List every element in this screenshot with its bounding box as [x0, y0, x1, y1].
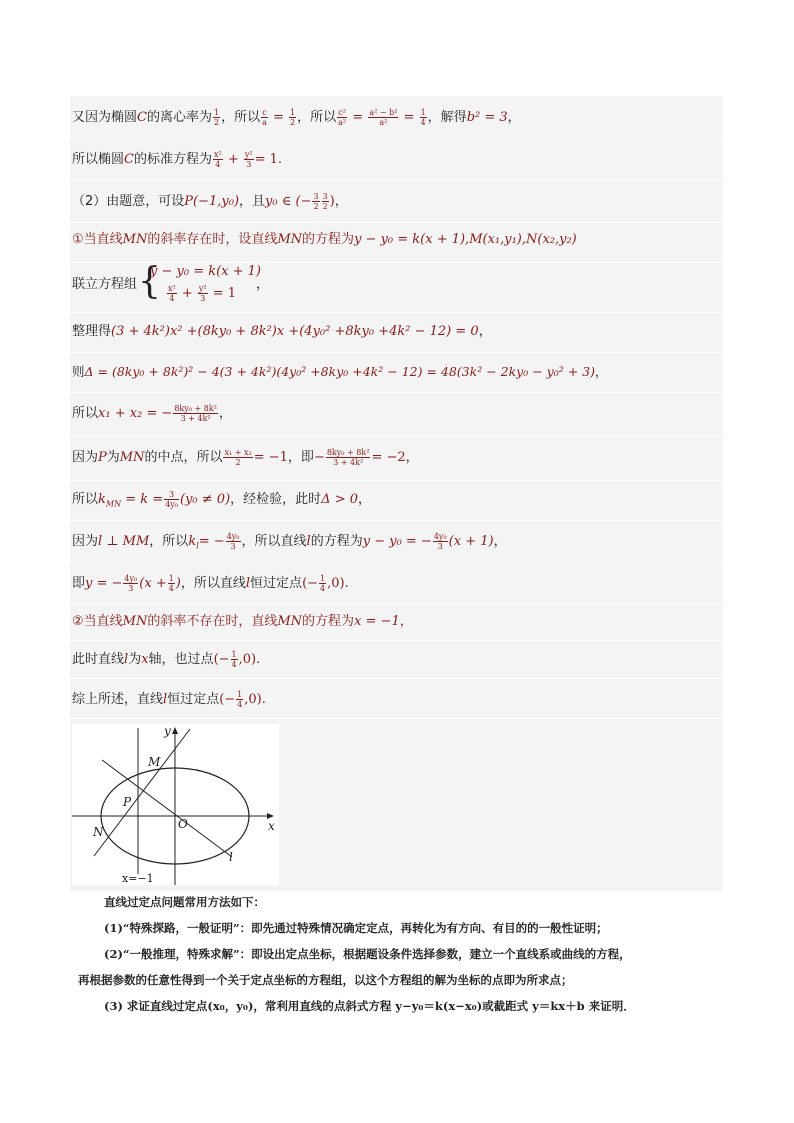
label-y: y — [164, 724, 171, 738]
notes-title: 直线过定点问题常用方法如下： — [104, 895, 265, 909]
divider — [70, 480, 723, 481]
divider — [70, 520, 723, 521]
solution-line-11: 因为l ⊥ MM，所以$k_l=$ − $\frac{\text{4y₀}}{3}$ ，所以直线l的方程为y − y₀ = − $\frac{\text{4y₀}}{3}$ (x + 1)， — [72, 532, 507, 551]
label-n: N — [93, 825, 104, 839]
fraction: $\frac{\text{x₁ + x₂}}{2}$ — [224, 448, 252, 467]
fraction: $\frac{1}{2}$ — [290, 108, 296, 127]
solution-line-9: 因为P为MN的中点，所以 $\frac{\text{x₁ + x₂}}{2}$ = −1，即− $\frac{\text{8ky₀ + 8k²}}{\text{3 + 4k²}}$ = −2， — [72, 448, 419, 467]
solution-line-5: 联立方程组 — [72, 277, 138, 292]
solution-line-1: 又因为椭圆C的离心率为 $\frac{1}{2}$ ，所以 $\frac{c}{a}$ = $\frac{1}{2}$ ，所以 $\frac{\text{c²}}{\text{a²}}$ = $\frac{\text{a² − b²}}{\text{a²}}$ = $\frac{1}{4}$ ，解得b² = 3， — [72, 108, 521, 127]
line-mn — [94, 729, 190, 856]
fraction: $\frac{\text{8ky₀ + 8k²}}{\text{3 + 4k²}}$ — [174, 404, 217, 423]
divider — [70, 678, 723, 679]
left-brace: { — [138, 261, 161, 302]
solution-line-2: 所以椭圆C的标准方程为 $\frac{\text{x²}}{4}$ + $\frac{\text{y²}}{3}$ = 1. — [72, 150, 283, 169]
solution-line-3: （2）由题意，可设P(−1,y₀)，且y₀ ∈ (− $\frac{3}{2}$ $\frac{3}{2}$ )， — [72, 192, 348, 211]
fraction: $\frac{c}{a}$ — [262, 108, 267, 127]
system-eq-1: y − y₀ = k(x + 1) — [150, 264, 261, 279]
solution-line-13: ②当直线MN的斜率不存在时，直线MN的方程为x = −1， — [72, 614, 413, 629]
solution-line-12: 即y = − $\frac{\text{4y₀}}{3}$ (x + $\frac{1}{4}$ )，所以直线l恒过定点(− $\frac{1}{4}$ ,0). — [72, 574, 349, 593]
divider — [70, 352, 723, 353]
solution-line-4: ①当直线MN的斜率存在时，设直线MN的方程为y − y₀ = k(x + 1),M(x₁,y₁),N(x₂,y₂) — [72, 232, 577, 247]
label-m: M — [148, 755, 161, 769]
label-x-eq-minus-1: x=−1 — [122, 872, 154, 885]
solution-line-8: 所以x₁ + x₂ = − $\frac{\text{8ky₀ + 8k²}}{\text{3 + 4k²}}$ ， — [72, 404, 232, 423]
fraction: $\frac{\text{8ky₀ + 8k²}}{\text{3 + 4k²}}$ — [326, 448, 370, 467]
divider — [70, 392, 723, 393]
divider — [70, 562, 723, 563]
fraction: $\frac{\text{x²}}{4}$ — [213, 150, 222, 169]
fraction: $\frac{1}{4}$ — [231, 650, 237, 669]
note-3: (3) 求证直线过定点(x₀，y₀)，常利用直线的点斜式方程 y−y₀＝k(x−x₀)或截距式 y＝kx＋b 来证明． — [104, 999, 635, 1013]
label-l: l — [229, 850, 233, 864]
solution-line-15: 综上所述，直线l恒过定点(− $\frac{1}{4}$ ,0). — [72, 690, 266, 709]
note-1: (1)“特殊探路，一般证明”：即先通过特殊情况确定定点，再转化为有方向、有目的的一般性证明； — [104, 921, 608, 935]
divider — [70, 640, 723, 641]
fraction: $\frac{\text{a² − b²}}{\text{a²}}$ — [369, 108, 398, 127]
fraction: $\frac{1}{4}$ — [168, 574, 174, 593]
divider — [70, 138, 723, 139]
divider — [70, 436, 723, 437]
fraction: $\frac{1}{2}$ — [213, 108, 220, 127]
label-x: x — [268, 819, 275, 833]
divider — [70, 312, 723, 313]
fraction: $\frac{\text{y²}}{3}$ — [198, 284, 207, 303]
fraction: $\frac{\text{4y₀}}{3}$ — [433, 532, 447, 551]
solution-line-6: 整理得(3 + 4k²)x² +(8ky₀ + 8k²)x +(4y₀² +8ky₀ +4k² − 12) = 0， — [72, 324, 492, 339]
fraction: $\frac{\text{x²}}{4}$ — [168, 284, 176, 303]
ellipse-figure — [72, 724, 279, 885]
fraction: $\frac{3}{2}$ — [322, 192, 328, 211]
fraction: $\frac{3}{2}$ — [313, 192, 319, 211]
label-o: O — [178, 817, 188, 831]
divider — [70, 222, 723, 223]
divider — [70, 604, 723, 605]
divider — [70, 718, 723, 719]
y-axis-arrow — [172, 727, 178, 734]
fraction: $\frac{\text{c²}}{\text{a²}}$ — [338, 108, 347, 127]
ellipse-diagram — [72, 724, 279, 885]
solution-line-10: 所以$k_{MN} = k$ = $\frac{3}{\text{4y₀}}$ (y₀ ≠ 0)，经检验，此时Δ > 0， — [72, 490, 372, 509]
divider — [70, 180, 723, 181]
fraction: $\frac{\text{y²}}{3}$ — [244, 150, 253, 169]
solution-line-7: 则Δ = (8ky₀ + 8k²)² − 4(3 + 4k²)(4y₀² +8ky₀ +4k² − 12) = 48(3k² − 2ky₀ − y₀² + 3)， — [72, 364, 608, 379]
note-2b: 再根据参数的任意性得到一个关于定点坐标的方程组，以这个方程组的解为坐标的点即为所求点； — [78, 973, 573, 987]
fraction: $\frac{\text{4y₀}}{3}$ — [226, 532, 240, 551]
fraction: $\frac{1}{4}$ — [420, 108, 426, 127]
fraction: $\frac{3}{\text{4y₀}}$ — [165, 490, 179, 509]
system-comma: ， — [256, 277, 270, 292]
label-p: P — [123, 795, 132, 809]
fraction: $\frac{1}{4}$ — [320, 574, 326, 593]
fraction: $\frac{1}{4}$ — [237, 690, 243, 709]
system-eq-2: $\frac{\text{x²}}{4}$ + $\frac{\text{y²}}{3}$ = 1 — [168, 284, 237, 303]
solution-line-14: 此时直线l为x轴，也过点(− $\frac{1}{4}$ ,0). — [72, 650, 261, 669]
fraction: $\frac{\text{4y₀}}{3}$ — [124, 574, 138, 593]
note-2a: (2)“一般推理，特殊求解”：即设出定点坐标，根据题设条件选择参数，建立一个直线系或曲线的方程， — [104, 947, 631, 961]
